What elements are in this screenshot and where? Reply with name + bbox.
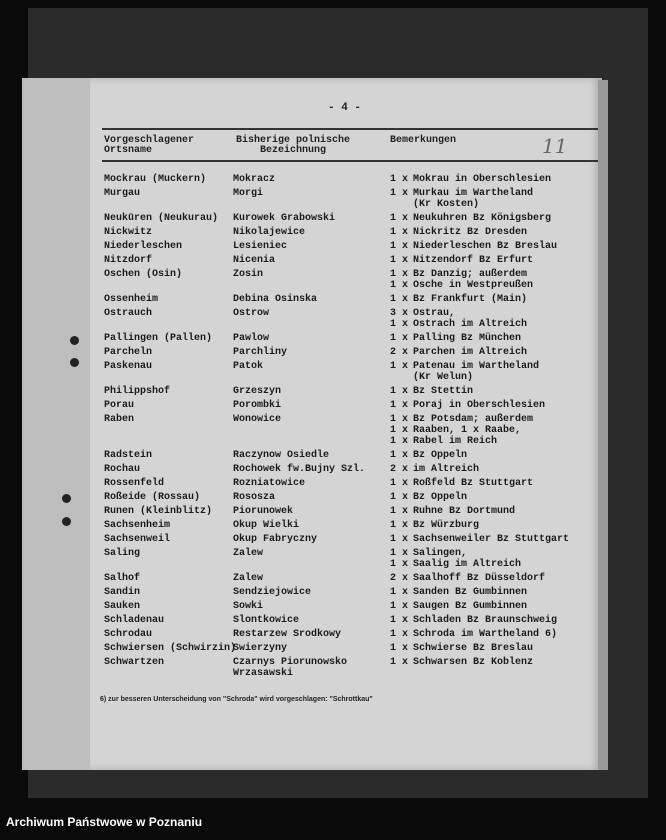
remark-multiplier: x <box>402 643 409 654</box>
remark-text: (Kr Welun) <box>413 372 474 383</box>
polish-name: Czarnys Piorunowsko Wrzasawski <box>233 657 348 679</box>
remark-count: 1 <box>390 361 397 372</box>
proposed-name: Roßeide (Rossau) <box>104 492 201 503</box>
remark-multiplier: x <box>402 241 409 252</box>
remarks <box>390 548 594 570</box>
remark-text: Bz Stettin <box>413 386 474 397</box>
remarks <box>390 492 594 503</box>
remark-line <box>390 492 594 503</box>
header-bottom-rule <box>102 160 598 162</box>
remarks <box>390 361 594 383</box>
remark-line <box>390 372 594 383</box>
remark-text: Niederleschen Bz Breslau <box>413 241 558 252</box>
remarks <box>390 308 594 330</box>
remark-text: Schroda im Wartheland 6) <box>413 629 558 640</box>
remark-multiplier: x <box>402 587 409 598</box>
remarks <box>390 506 594 517</box>
remark-line <box>390 657 594 668</box>
remark-text: Schwierse Bz Breslau <box>413 643 534 654</box>
remark-count: 1 <box>390 506 397 517</box>
remark-line <box>390 319 594 330</box>
remark-count: 1 <box>390 601 397 612</box>
remark-text: (Kr Kosten) <box>413 199 480 210</box>
remark-line <box>390 347 594 358</box>
table-row <box>104 573 594 584</box>
table-row <box>104 615 594 626</box>
table-row <box>104 534 594 545</box>
polish-name: Restarzew Srodkowy <box>233 629 342 640</box>
remark-count: 1 <box>390 333 397 344</box>
polish-name: Debina Osinska <box>233 294 318 305</box>
table-row <box>104 361 594 383</box>
remark-text: Neukuhren Bz Königsberg <box>413 213 552 224</box>
remark-line <box>390 573 594 584</box>
remark-line <box>390 361 594 372</box>
remark-count: 1 <box>390 255 397 266</box>
polish-name: Nicenia <box>233 255 276 266</box>
proposed-name: Raben <box>104 414 135 425</box>
remark-text: Nitzendorf Bz Erfurt <box>413 255 534 266</box>
remark-line <box>390 188 594 199</box>
remark-count: 1 <box>390 227 397 238</box>
punch-hole <box>70 336 79 345</box>
remark-multiplier: x <box>402 450 409 461</box>
table-row <box>104 227 594 238</box>
remarks <box>390 213 594 224</box>
remark-multiplier: x <box>402 386 409 397</box>
remark-line <box>390 269 594 280</box>
remark-count: 1 <box>390 386 397 397</box>
remark-line <box>390 629 594 640</box>
remark-line <box>390 400 594 411</box>
table-row <box>104 414 594 447</box>
remark-line <box>390 559 594 570</box>
polish-name: Lesieniec <box>233 241 288 252</box>
remark-count: 1 <box>390 188 397 199</box>
polish-name: Morgi <box>233 188 264 199</box>
remark-text: Roßfeld Bz Stuttgart <box>413 478 534 489</box>
remark-line <box>390 199 594 210</box>
remark-count <box>390 372 402 383</box>
remarks <box>390 386 594 397</box>
remark-multiplier <box>402 199 413 210</box>
remark-line <box>390 534 594 545</box>
remark-line <box>390 174 594 185</box>
proposed-name: Nickwitz <box>104 227 153 238</box>
polish-name: Raczynow Osiedle <box>233 450 330 461</box>
remark-line <box>390 308 594 319</box>
remark-count: 1 <box>390 269 397 280</box>
proposed-name: Radstein <box>104 450 153 461</box>
remark-multiplier: x <box>402 573 409 584</box>
remark-line <box>390 643 594 654</box>
proposed-name: Neukūren (Neukurau) <box>104 213 219 224</box>
page-number: - 4 - <box>328 102 362 114</box>
table-row <box>104 241 594 252</box>
remark-multiplier: x <box>402 601 409 612</box>
remark-count: 2 <box>390 347 397 358</box>
remark-line <box>390 464 594 475</box>
table-row <box>104 269 594 291</box>
polish-name: Grzeszyn <box>233 386 282 397</box>
remark-multiplier: x <box>402 534 409 545</box>
remarks <box>390 347 594 358</box>
remark-text: Nickritz Bz Dresden <box>413 227 528 238</box>
remark-count: 1 <box>390 587 397 598</box>
table-row <box>104 308 594 330</box>
remark-multiplier: x <box>402 347 409 358</box>
table-row <box>104 213 594 224</box>
remark-text: Patenau im Wartheland <box>413 361 540 372</box>
remarks <box>390 174 594 185</box>
punch-hole <box>62 494 71 503</box>
table-row <box>104 587 594 598</box>
remark-line <box>390 548 594 559</box>
page-edge <box>598 80 608 770</box>
proposed-name: Nitzdorf <box>104 255 153 266</box>
remark-text: Raaben, 1 x Raabe, <box>413 425 522 436</box>
remark-count: 1 <box>390 174 397 185</box>
polish-name: Pawlow <box>233 333 270 344</box>
polish-name: Rososza <box>233 492 276 503</box>
polish-name: Patok <box>233 361 264 372</box>
proposed-name: Schladenau <box>104 615 165 626</box>
archive-label: Archiwum Państwowe w Poznaniu <box>6 815 203 829</box>
remark-multiplier <box>402 372 413 383</box>
remark-text: Mokrau in Oberschlesien <box>413 174 552 185</box>
remarks <box>390 241 594 252</box>
remark-text: im Altreich <box>413 464 480 475</box>
remarks <box>390 269 594 291</box>
header-polish-name: Bisherige polnische Bezeichnung <box>236 135 351 156</box>
remark-multiplier: x <box>402 559 409 570</box>
polish-name: Zalew <box>233 548 264 559</box>
remark-count: 1 <box>390 241 397 252</box>
remark-multiplier: x <box>402 269 409 280</box>
remark-multiplier: x <box>402 615 409 626</box>
punch-hole <box>70 358 79 367</box>
remark-multiplier: x <box>402 308 409 319</box>
table-row <box>104 255 594 266</box>
remark-count <box>390 199 402 210</box>
remark-multiplier: x <box>402 657 409 668</box>
polish-name: Mokracz <box>233 174 276 185</box>
proposed-name: Murgau <box>104 188 141 199</box>
remark-count: 1 <box>390 436 397 447</box>
remark-count: 1 <box>390 520 397 531</box>
remark-count: 2 <box>390 573 397 584</box>
remark-multiplier: x <box>402 478 409 489</box>
remarks <box>390 534 594 545</box>
table-row <box>104 333 594 344</box>
polish-name: Sowki <box>233 601 264 612</box>
remark-count: 1 <box>390 629 397 640</box>
remarks <box>390 629 594 640</box>
remark-count: 1 <box>390 478 397 489</box>
proposed-name: Schwiersen (Schwirzin) <box>104 643 237 654</box>
remark-text: Bz Potsdam; außerdem <box>413 414 534 425</box>
proposed-name: Philippshof <box>104 386 171 397</box>
remark-count: 1 <box>390 450 397 461</box>
remark-count: 1 <box>390 213 397 224</box>
remark-line <box>390 425 594 436</box>
remark-text: Saugen Bz Gumbinnen <box>413 601 528 612</box>
proposed-name: Schwartzen <box>104 657 165 668</box>
proposed-name: Sandin <box>104 587 141 598</box>
remark-text: Saalhoff Bz Düsseldorf <box>413 573 546 584</box>
remark-text: Bz Danzig; außerdem <box>413 269 528 280</box>
polish-name: Okup Wielki <box>233 520 300 531</box>
polish-name: Swierzyny <box>233 643 288 654</box>
remark-multiplier: x <box>402 414 409 425</box>
remark-line <box>390 294 594 305</box>
remark-text: Palling Bz München <box>413 333 522 344</box>
proposed-name: Schrodau <box>104 629 153 640</box>
place-name-table <box>104 174 594 682</box>
remark-text: Bz Oppeln <box>413 492 468 503</box>
remark-line <box>390 227 594 238</box>
proposed-name: Ossenheim <box>104 294 159 305</box>
remark-text: Bz Würzburg <box>413 520 480 531</box>
remark-multiplier: x <box>402 506 409 517</box>
remark-count: 3 <box>390 308 397 319</box>
table-row <box>104 601 594 612</box>
table-row <box>104 294 594 305</box>
remarks <box>390 657 594 679</box>
remark-multiplier: x <box>402 294 409 305</box>
remark-count: 1 <box>390 414 397 425</box>
polish-name: Rozniatowice <box>233 478 306 489</box>
table-row <box>104 548 594 570</box>
remark-count: 1 <box>390 534 397 545</box>
remark-text: Sanden Bz Gumbinnen <box>413 587 528 598</box>
table-row <box>104 492 594 503</box>
polish-name: Ostrow <box>233 308 270 319</box>
remarks <box>390 615 594 626</box>
remark-text: Poraj in Oberschlesien <box>413 400 546 411</box>
polish-name: Okup Fabryczny <box>233 534 318 545</box>
remark-count: 1 <box>390 492 397 503</box>
polish-name: Wonowice <box>233 414 282 425</box>
remark-count: 1 <box>390 657 397 668</box>
remark-text: Schladen Bz Braunschweig <box>413 615 558 626</box>
remarks <box>390 450 594 461</box>
proposed-name: Pallingen (Pallen) <box>104 333 213 344</box>
table-row <box>104 400 594 411</box>
remark-text: Rabel im Reich <box>413 436 498 447</box>
remark-count: 1 <box>390 319 397 330</box>
table-row <box>104 643 594 654</box>
remark-text: Ostrach im Altreich <box>413 319 528 330</box>
polish-name: Slontkowice <box>233 615 300 626</box>
proposed-name: Parcheln <box>104 347 153 358</box>
remark-count: 1 <box>390 425 397 436</box>
remark-multiplier: x <box>402 188 409 199</box>
proposed-name: Porau <box>104 400 135 411</box>
remark-multiplier: x <box>402 174 409 185</box>
remark-count: 2 <box>390 464 397 475</box>
table-row <box>104 657 594 679</box>
proposed-name: Rossenfeld <box>104 478 165 489</box>
remark-count: 1 <box>390 548 397 559</box>
remark-multiplier: x <box>402 213 409 224</box>
remark-line <box>390 255 594 266</box>
table-row <box>104 520 594 531</box>
remark-text: Ruhne Bz Dortmund <box>413 506 516 517</box>
remark-text: Bz Oppeln <box>413 450 468 461</box>
remark-line <box>390 450 594 461</box>
proposed-name: Oschen (Osin) <box>104 269 183 280</box>
polish-name: Zalew <box>233 573 264 584</box>
remark-text: Murkau im Wartheland <box>413 188 534 199</box>
remark-multiplier: x <box>402 280 409 291</box>
footnote: 6) zur besseren Unterscheidung von "Schroda" wird vorgeschlagen: "Schrottkau" <box>100 696 373 703</box>
polish-name: Sendziejowice <box>233 587 312 598</box>
remarks <box>390 255 594 266</box>
remark-text: Sachsenweiler Bz Stuttgart <box>413 534 570 545</box>
polish-name: Nikolajewice <box>233 227 306 238</box>
remark-count: 1 <box>390 400 397 411</box>
remark-text: Saalig im Altreich <box>413 559 522 570</box>
polish-name: Zosin <box>233 269 264 280</box>
remarks <box>390 643 594 654</box>
remarks <box>390 478 594 489</box>
remarks <box>390 601 594 612</box>
remark-line <box>390 280 594 291</box>
remark-line <box>390 601 594 612</box>
proposed-name: Paskenau <box>104 361 153 372</box>
proposed-name: Ostrauch <box>104 308 153 319</box>
remark-text: Parchen im Altreich <box>413 347 528 358</box>
remark-line <box>390 213 594 224</box>
table-row <box>104 464 594 475</box>
remark-count: 1 <box>390 280 397 291</box>
remark-multiplier: x <box>402 436 409 447</box>
remark-line <box>390 436 594 447</box>
remark-line <box>390 414 594 425</box>
table-row <box>104 629 594 640</box>
remark-line <box>390 241 594 252</box>
table-row <box>104 347 594 358</box>
table-row <box>104 506 594 517</box>
remark-multiplier: x <box>402 548 409 559</box>
remark-line <box>390 386 594 397</box>
remark-multiplier: x <box>402 492 409 503</box>
table-row <box>104 174 594 185</box>
remark-count: 1 <box>390 615 397 626</box>
proposed-name: Salhof <box>104 573 141 584</box>
table-row <box>104 478 594 489</box>
remark-multiplier: x <box>402 255 409 266</box>
remark-line <box>390 478 594 489</box>
remark-count: 1 <box>390 643 397 654</box>
remark-line <box>390 615 594 626</box>
remark-multiplier: x <box>402 464 409 475</box>
proposed-name: Sauken <box>104 601 141 612</box>
proposed-name: Runen (Kleinblitz) <box>104 506 213 517</box>
remarks <box>390 520 594 531</box>
remark-multiplier: x <box>402 425 409 436</box>
proposed-name: Rochau <box>104 464 141 475</box>
polish-name: Parchliny <box>233 347 288 358</box>
remarks <box>390 587 594 598</box>
punch-hole <box>62 517 71 526</box>
remarks <box>390 294 594 305</box>
remark-multiplier: x <box>402 227 409 238</box>
remark-count: 1 <box>390 559 397 570</box>
table-row <box>104 386 594 397</box>
proposed-name: Mockrau (Muckern) <box>104 174 207 185</box>
polish-name: Kurowek Grabowski <box>233 213 336 224</box>
remarks <box>390 573 594 584</box>
handwritten-folio-number: 11 <box>542 134 568 158</box>
remark-multiplier: x <box>402 333 409 344</box>
remark-text: Osche in Westpreußen <box>413 280 534 291</box>
remark-text: Salingen, <box>413 548 468 559</box>
remark-count: 1 <box>390 294 397 305</box>
remark-line <box>390 506 594 517</box>
remark-text: Ostrau, <box>413 308 456 319</box>
header-top-rule <box>102 128 598 130</box>
remarks <box>390 227 594 238</box>
remark-text: Schwarsen Bz Koblenz <box>413 657 534 668</box>
remark-multiplier: x <box>402 629 409 640</box>
header-proposed-name: Vorgeschlagener Ortsname <box>104 135 195 156</box>
remark-multiplier: x <box>402 520 409 531</box>
remark-multiplier: x <box>402 361 409 372</box>
remarks <box>390 464 594 475</box>
polish-name: Piorunowek <box>233 506 294 517</box>
remarks <box>390 333 594 344</box>
proposed-name: Saling <box>104 548 141 559</box>
remarks <box>390 188 594 210</box>
proposed-name: Sachsenweil <box>104 534 171 545</box>
remark-line <box>390 520 594 531</box>
table-row <box>104 188 594 210</box>
remark-line <box>390 333 594 344</box>
remarks <box>390 400 594 411</box>
remark-multiplier: x <box>402 400 409 411</box>
remarks <box>390 414 594 447</box>
remark-multiplier: x <box>402 319 409 330</box>
remark-text: Bz Frankfurt (Main) <box>413 294 528 305</box>
header-remarks: Bemerkungen <box>390 135 457 146</box>
remark-line <box>390 587 594 598</box>
folded-page-edge <box>22 78 92 770</box>
polish-name: Porombki <box>233 400 282 411</box>
polish-name: Rochowek fw.Bujny Szl. <box>233 464 366 475</box>
table-row <box>104 450 594 461</box>
proposed-name: Niederleschen <box>104 241 183 252</box>
proposed-name: Sachsenheim <box>104 520 171 531</box>
